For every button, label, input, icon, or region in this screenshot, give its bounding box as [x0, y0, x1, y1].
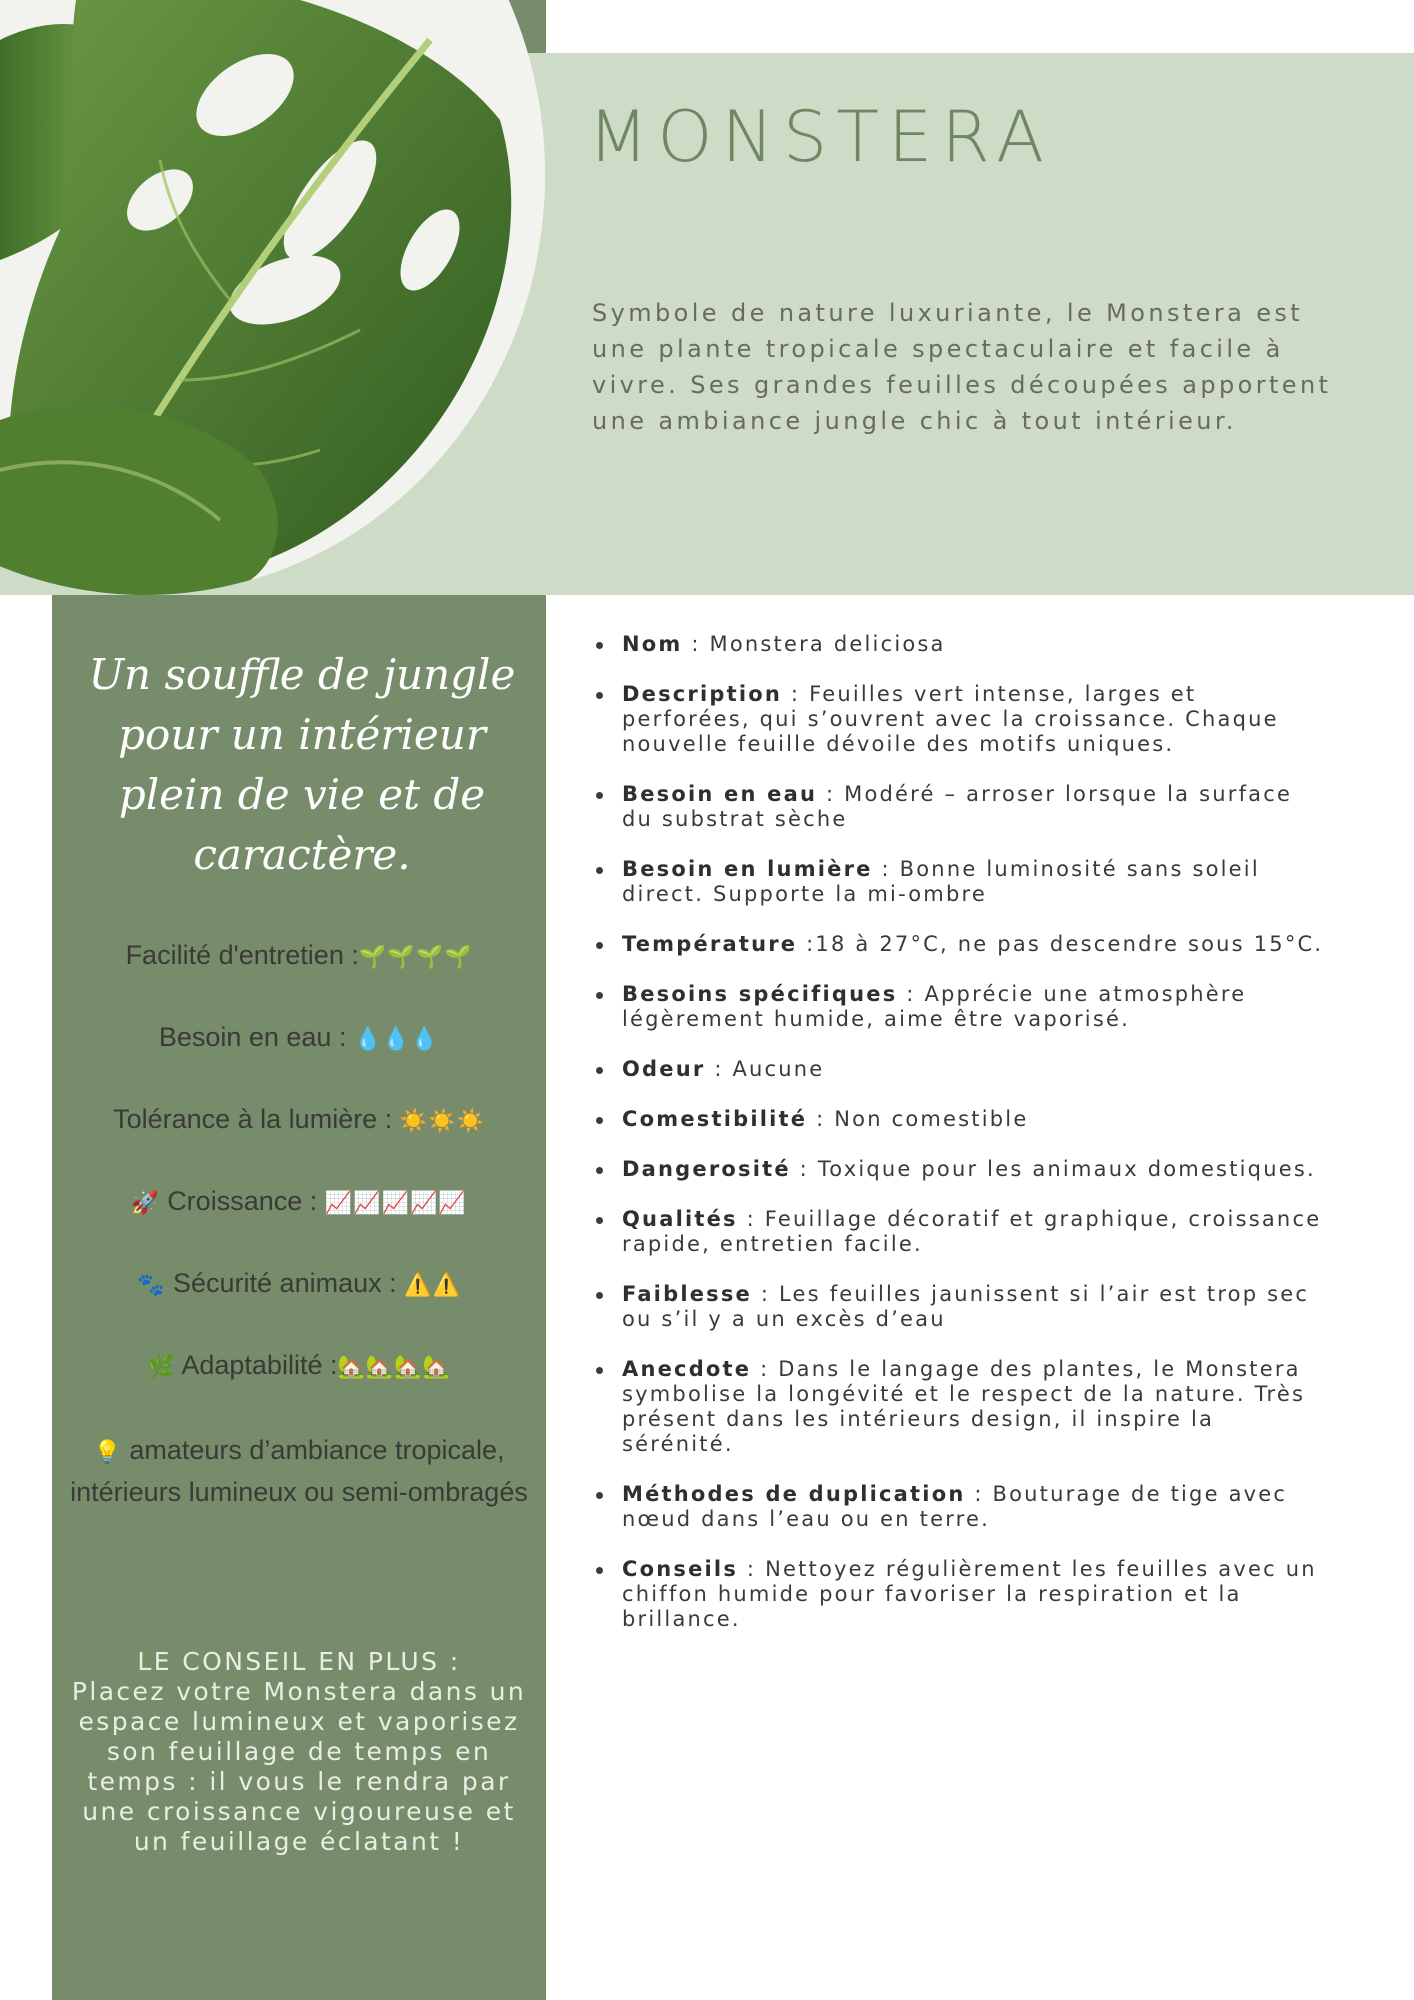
- fact-item-faiblesse: Faiblesse : Les feuilles jaunissent si l’air est trop sec ou s’il y a un excès d’eau: [592, 1282, 1332, 1332]
- paw-icon: 🐾: [137, 1272, 166, 1297]
- rating-adaptabilite: [52, 1350, 546, 1381]
- conseil-title: LE CONSEIL EN PLUS :: [137, 1647, 461, 1676]
- rating-label: Besoin en eau :: [158, 1022, 347, 1052]
- fact-item-lumiere: Besoin en lumière : Bonne luminosité sans soleil direct. Supporte la mi-ombre: [592, 857, 1332, 907]
- fact-item-conseils: Conseils : Nettoyez régulièrement les feuilles avec un chiffon humide pour favoriser la respiration et la brillance.: [592, 1557, 1332, 1632]
- fact-item-qualites: Qualités : Feuillage décoratif et graphique, croissance rapide, entretien facile.: [592, 1207, 1332, 1257]
- conseil-block: [62, 1647, 536, 1857]
- rocket-icon: 🚀: [131, 1190, 160, 1215]
- ideal-for: [52, 1430, 546, 1513]
- water-drop-icon: 💧💧💧: [353, 1026, 440, 1051]
- page-title: MONSTERA: [588, 96, 1053, 178]
- fact-item-nom: Nom : Monstera deliciosa: [592, 632, 1332, 657]
- fact-item-odeur: Odeur : Aucune: [592, 1057, 1332, 1082]
- rating-label: Croissance :: [167, 1186, 318, 1216]
- fact-item-dangerosite: Dangerosité : Toxique pour les animaux domestiques.: [592, 1157, 1332, 1182]
- facts-list: [592, 632, 1332, 1657]
- sprout-icon: 🌱🌱🌱🌱: [358, 944, 473, 969]
- rating-label: Facilité d'entretien :: [125, 940, 359, 970]
- rating-label: Tolérance à la lumière :: [113, 1104, 393, 1134]
- rating-label: Adaptabilité :: [181, 1350, 338, 1380]
- conseil-text: Placez votre Monstera dans un espace lumineux et vaporisez son feuillage de temps en temps : il vous le rendra par une croissance vigoureuse et un feuillage éclatant !: [71, 1677, 527, 1856]
- fact-item-description: Description : Feuilles vert intense, larges et perforées, qui s’ouvrent avec la croissance. Chaque nouvelle feuille dévoile des motifs uniques.: [592, 682, 1332, 757]
- warning-icon: ⚠️⚠️: [404, 1272, 461, 1297]
- rating-eau: [52, 1022, 546, 1053]
- rating-lumiere: [52, 1104, 546, 1135]
- lightbulb-icon: 💡: [93, 1439, 122, 1464]
- rating-securite: [52, 1268, 546, 1299]
- rating-entretien: [52, 940, 546, 971]
- house-icon: 🏡🏡🏡🏡: [337, 1354, 452, 1379]
- rating-label: Sécurité animaux :: [173, 1268, 397, 1298]
- tagline: Un souffle de jungle pour un intérieur plein de vie et de caractère.: [88, 650, 516, 879]
- fact-item-duplication: Méthodes de duplication : Bouturage de tige avec nœud dans l’eau ou en terre.: [592, 1482, 1332, 1532]
- fact-item-comestibilite: Comestibilité : Non comestible: [592, 1107, 1332, 1132]
- fact-item-anecdote: Anecdote : Dans le langage des plantes, le Monstera symbolise la longévité et le respect de la nature. Très présent dans les intérieurs design, il inspire la sérénité.: [592, 1357, 1332, 1457]
- intro-paragraph: Symbole de nature luxuriante, le Monstera est une plante tropicale spectaculaire et facile à vivre. Ses grandes feuilles découpées apportent une ambiance jungle chic à tout intérieur.: [592, 299, 1332, 435]
- herb-icon: 🌿: [146, 1354, 176, 1379]
- rating-croissance: [52, 1186, 546, 1217]
- fact-item-temperature: Température :18 à 27°C, ne pas descendre sous 15°C.: [592, 932, 1332, 957]
- sun-icon: ☀️☀️☀️: [399, 1108, 485, 1133]
- left-panel: [52, 595, 546, 2000]
- ideal-for-text: amateurs d’ambiance tropicale, intérieurs lumineux ou semi-ombragés: [70, 1435, 528, 1507]
- monstera-leaf-image: [0, 0, 545, 595]
- fact-item-besoins: Besoins spécifiques : Apprécie une atmosphère légèrement humide, aime être vaporisé.: [592, 982, 1332, 1032]
- chart-up-icon: 📈📈📈📈📈: [324, 1190, 467, 1215]
- fact-item-eau: Besoin en eau : Modéré – arroser lorsque la surface du substrat sèche: [592, 782, 1332, 832]
- plant-photo: [0, 0, 545, 595]
